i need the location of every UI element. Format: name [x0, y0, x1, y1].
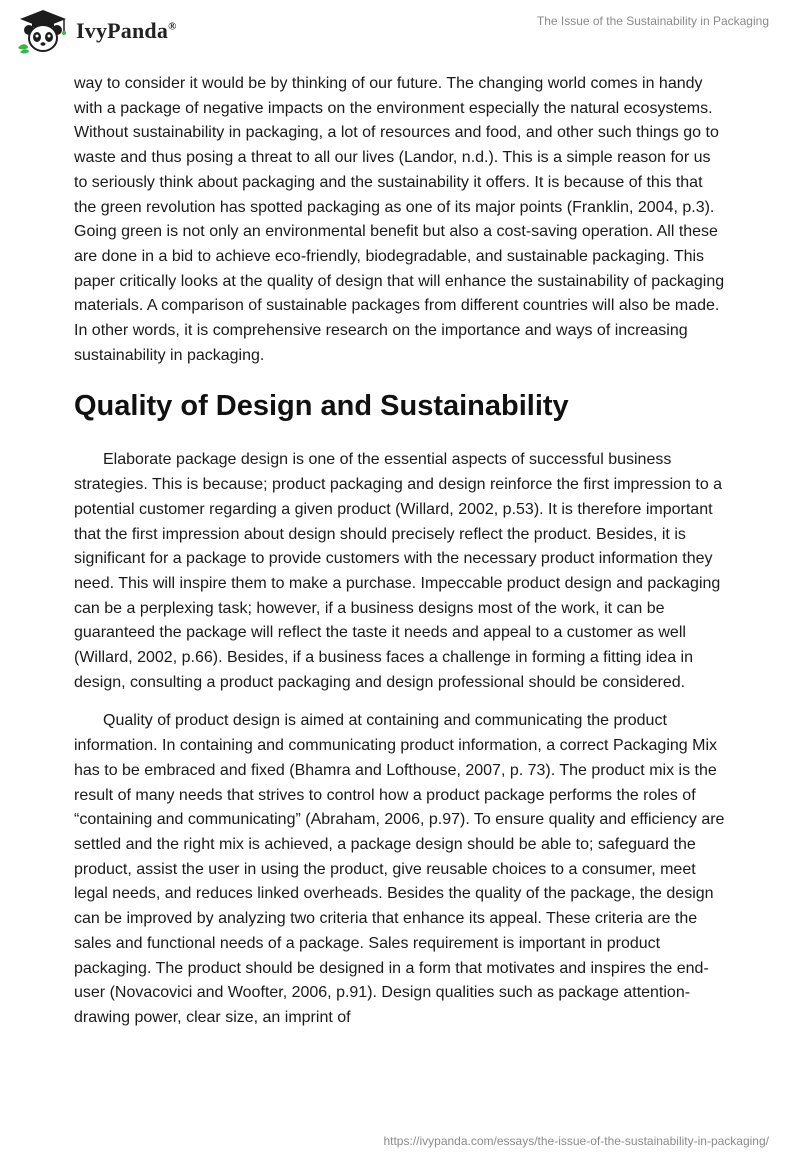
page-header	[0, 0, 800, 60]
document-title: The Issue of the Sustainability in Packaging	[536, 14, 769, 28]
ivypanda-logo[interactable]	[14, 8, 177, 54]
panda-graduate-icon	[14, 8, 72, 54]
body-paragraph: Quality of product design is aimed at containing and communicating the product information. In containing and communicating product information, a correct Packaging Mix has to be embraced and fixed (Bhamra and Lofthouse, 2007, p. 73). The product mix is the result of many needs that strives to control how a product package performs the roles of “containing and communicating” (Abraham, 2006, p.97). To ensure quality and efficiency are settled and the right mix is achieved, a package design should be able to; safeguard the product, assist the user in using the product, give reusable choices to a consumer, meet legal needs, and reduces linked overheads. Besides the quality of the package, the design can be improved by analyzing two criteria that enhance its appeal. These criteria are the sales and functional needs of a package. Sales requirement is important in product packaging. The product should be designed in a form that motivates and inspires the end-user (Novacovici and Woofter, 2006, p.91). Design qualities such as package attention-drawing power, clear size, an imprint of	[74, 712, 725, 1026]
brand-name: IvyPanda®	[76, 18, 177, 43]
body-paragraph: Elaborate package design is one of the essential aspects of successful business strategies. This is because; product packaging and design reinforce the first impression to a potential customer regarding a given product (Willard, 2002, p.53). It is therefore important that the first impression about design should precisely reflect the product. Besides, it is significant for a package to provide customers with the necessary product information they need. This will inspire them to make a purchase. Impeccable product design and packaging can be a perplexing task; however, if a business designs most of the work, it can be guaranteed the package will reflect the taste it needs and appeal to a customer as well (Willard, 2002, p.66). Besides, if a business faces a challenge in forming a fitting idea in design, consulting a product packaging and design professional should be considered.	[74, 451, 723, 691]
body-paragraph: way to consider it would be by thinking of our future. The changing world comes in handy with a package of negative impacts on the environment especially the natural ecosystems. Without sustainability in packaging, a lot of resources and food, and other such things go to waste and thus posing a threat to all our lives (Landor, n.d.). This is a simple reason for us to seriously think about packaging and the sustainability it offers. It is because of this that the green revolution has spotted packaging as one of its major points (Franklin, 2004, p.3). Going green is not only an environmental benefit but also a cost-saving operation. All these are done in a bid to achieve eco-friendly, biodegradable, and sustainable packaging. This paper critically looks at the quality of design that will enhance the sustainability of packaging materials. A comparison of sustainable packages from different countries will also be made. In other words, it is comprehensive research on the importance and ways of increasing sustainability in packaging.	[74, 75, 725, 364]
essay-body	[74, 72, 726, 1045]
section-heading: Quality of Design and Sustainability	[74, 390, 569, 423]
source-url[interactable]: https://ivypanda.com/essays/the-issue-of-the-sustainability-in-packaging/	[383, 1134, 769, 1148]
